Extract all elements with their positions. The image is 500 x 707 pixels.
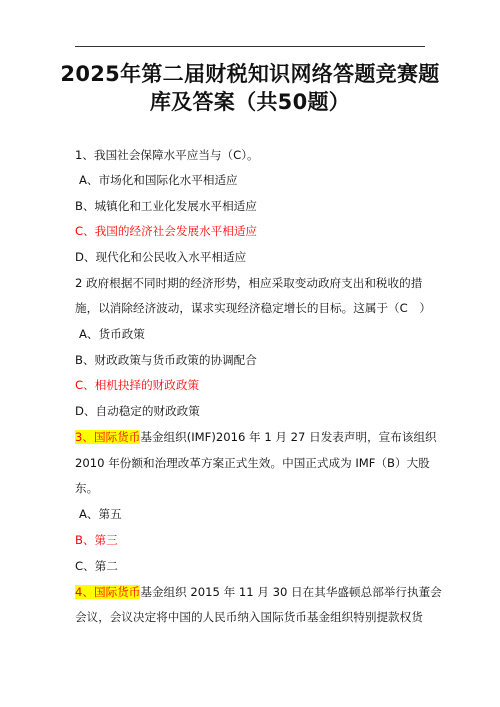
q2-option-d: D、自动稳定的财政政策 (75, 404, 200, 418)
question-4-text-line-2: 会议，会议决定将中国的人民币纳入国际货币基金组织特别提款权货 (75, 610, 423, 624)
question-4-text-line-1 (75, 584, 442, 600)
q2-option-a: A、货币政策 (79, 327, 145, 341)
question-3-text-line-3: 东。 (75, 481, 99, 495)
question-1-text: 1、我国社会保障水平应当与（C）。 (75, 148, 259, 162)
question-2-text-line-1: 2 政府根据不同时期的经济形势，相应采取变动政府支出和税收的措 (75, 276, 423, 290)
q1-option-d: D、现代化和公民收入水平相适应 (75, 250, 247, 264)
q1-option-b: B、城镇化和工业化发展水平相适应 (75, 199, 257, 213)
q1-option-a: A、市场化和国际化水平相适应 (79, 173, 238, 187)
q3-text-rest: 基金组织(IMF)2016 年 1 月 27 日发表声明，宣布该组织 (140, 430, 437, 444)
q2-option-b: B、财政政策与货币政策的协调配合 (75, 353, 257, 367)
q4-highlight: 4、国际货币 (75, 585, 141, 599)
q2-option-c-answer: C、相机抉择的财政政策 (75, 378, 200, 392)
question-2-text-line-2: 施，以消除经济波动，谋求实现经济稳定增长的目标。这属于（C ） (75, 301, 431, 315)
question-3-text-line-2: 2010 年份额和治理改革方案正式生效。中国正式成为 IMF（B）大股 (75, 456, 430, 470)
q1-option-c-answer: C、我国的经济社会发展水平相适应 (75, 224, 258, 238)
title-line-2: 库及答案（共50题） (149, 90, 351, 114)
q4-text-rest: 基金组织 2015 年 11 月 30 日在其华盛顿总部举行执董会 (140, 585, 442, 599)
title-line-1: 2025年第二届财税知识网络答题竞赛题 (60, 62, 440, 86)
q3-highlight: 3、国际货币 (75, 430, 141, 444)
question-3-text-line-1 (75, 429, 435, 445)
top-rule (75, 46, 425, 47)
document-title (40, 60, 460, 116)
q3-option-b-answer: B、第三 (75, 533, 118, 547)
q3-option-c: C、第二 (75, 559, 118, 573)
q3-option-a: A、第五 (79, 507, 122, 521)
